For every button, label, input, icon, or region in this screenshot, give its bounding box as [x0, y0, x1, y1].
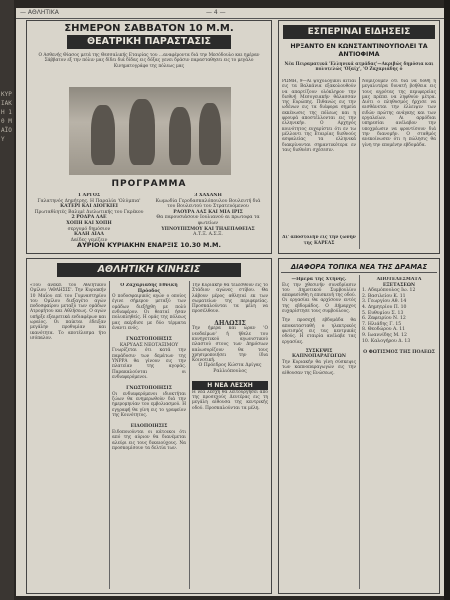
- notice-1-body: Γνωρίζεται ότι κατά την παράδοσιν των δεμάτων της ΥΝΡΡΑ θα γίνουν εις την πλατείαν της αγοράς. Παρακαλούνται οι ενδιαφερόμενοι.: [112, 348, 186, 380]
- program-left-3-head: 2 ΡΟΔΡΑ ΛΑΕ: [71, 215, 107, 221]
- lesxi-body: Η νέα λέσχη θα λειτουργήσει από της προσεχούς Δευτέρας εις τη μεγάλη αίθουσα της κεντρικής οδού. Προσκαλούνται τα μέλη.: [192, 389, 268, 411]
- sports-title: ΑΘΛΗΤΙΚΗ ΚΙΝΗΣΙΣ: [57, 263, 241, 277]
- sports-col1: «Του ανεκεί του Αθλητικού Ομίλου 'ΑΘΛΗΣΙΣ'. Την Κυριακήν 10 Μαΐου επί του Γυμναστηρίου του Ομίλου διεξαγέτο αγών ποδοσφαίρου μεταξύ των ομάδων Ατρομήτου και Αθλήσεως. Ο αγών υπήρξε εξαιρετικά ενδιαφέρων και ωραίος. Οι παίκται έδειξαν μεγάλην προθυμίαν και ικανότητα. Το αποτέλεσμα ήτο ισόπαλον.: [30, 283, 106, 341]
- notice-1-title: ΓΝΩΣΤΟΠΟΙΗΣΙΣ: [126, 337, 172, 343]
- news-notice: Δι' αποστολήν εις την ζώνην της ΚΑΡΕΑΣ: [282, 235, 356, 246]
- news-right-body: Νομίζουμεν ότι διά να δοθή η μεγαλυτέρα δυνατή βοήθεια εις τους αγρότας της περιφερείας μας πρέπει να ληφθούν μέτρα. Διότι ο πληθυσμός ήρχισε να αισθάνεται την έλλειψιν των ειδών πρώτης ανάγκης και των εργαλείων. Αι αρμόδιαι υπηρεσίαι ανέλαβον την υποχρέωσιν να φροντίσουν διά την διανομήν. Ο σταθμός ανεκοίνωσεν ότι η πώλησις θα γίνη την επομένην εβδομάδα.: [362, 79, 436, 148]
- program-right-2-body: Θα παρουσιάσουν Ιουλιανού αι πρωτοφα τα φωτείων: [156, 215, 260, 226]
- program-right-3-body: Α.Τ.Ξ. Α.Σ.Ξ.: [193, 232, 223, 238]
- local-news-box: [278, 258, 440, 594]
- results-item: 6. Ζαφειρίου Ν. 12: [362, 316, 406, 322]
- lesxi-title: Η ΝΕΑ ΛΕΣΧΗ: [192, 381, 268, 390]
- sports-col2-title: Ο Ζαχαριάδης Εθνική Πρόοδος: [120, 283, 178, 294]
- results-item: 4. Δημητρίου Π. 10: [362, 304, 407, 310]
- theatre-intro: Ο Ασθενής Θίασος μετά της Θεσσαλικής Εταιρίας του …αναφέροντα διά την Μεσόδουλο και ημέραν Σάββατον εξ την πόλιν μας δίδει διά δίδας εις δόξας γενει δράσιν παρασταθησει εις το μεγάλο Κινηματογράφο της πόλεως μας: [38, 53, 260, 69]
- theatre-photo: [69, 87, 231, 175]
- notice-1-sub: ΚΑΡΥΔΑΣ ΝΕΟΤΑΞΙΜΟΥ: [119, 342, 179, 348]
- news-body: ΡΩΜΗ, 9—Αι ψυχολογικοί αιτίαι εις τα Βαλκάνια εξακολουθούν να απαρτίζουν ολόκληρον την διεθνή Μεσογειακήν θάλασσαν της Ευρώπης. Πιθανώς εις την ωδένων εις τα διάφορα σημεία εκκένωσις της πόλεως και η φρουρά αποστέλλονται εις την ελληνικήν. Ο Αρχηγός κοινότητος ευχαρίστει ότι εν τω μέλλοντι της Εταιρίας διεθνούς ασφαλείας τα ελληνικά διακρίνονται σημαντικότερα εν ταις διεθνέσι σχέσεσιν.: [282, 79, 356, 153]
- local-col1: [282, 277, 356, 587]
- results-title: ΑΠΟΤΕΛΕΣΜΑΤΑ ΕΞΕΤΑΣΕΩΝ: [376, 277, 422, 288]
- local-last-title: ΣΥΣΚΕΨΙΣ ΚΑΠΝΟΠΑΡΑΓΩΓΩΝ: [292, 348, 346, 360]
- sports-box: [26, 258, 272, 594]
- page-top-bar: [16, 8, 444, 19]
- binding-strip: [0, 0, 14, 600]
- local-trailing-body: Την προσεχή εβδομάδα θα αποκατασταθή ο ηλεκτρικός φωτισμός εις τας κεντρικάς οδούς. Η εταιρία ανέλαβε τας εργασίας.: [282, 318, 356, 345]
- program-left: [33, 193, 145, 243]
- results-item: 7. Ηλιάδης Γ. 15: [362, 321, 402, 327]
- news-subtitle: ΗΡΞΑΝΤΟ ΕΝ ΚΩΝΣΤΑΝΤΙΝΟΥΠΟΛΕΙ ΤΑ ΑΝΤΙΟΦΙΜΑ: [290, 43, 428, 58]
- program-left-2-body: Πρωταθλητές Βαλιμέ Διελωτικής του Γκρέκου: [34, 209, 144, 215]
- dilosis-title: ΔΗΛΩΣΙΣ: [214, 319, 246, 327]
- results-item: 8. Θεοδώρου Α. 11: [362, 327, 406, 333]
- newspaper-page: [16, 8, 444, 596]
- top-bar-center: — 4 —: [206, 9, 226, 16]
- results-item: 5. Ευθυμίου Σ. 13: [362, 310, 404, 316]
- sports-col2: [112, 283, 186, 587]
- dilosis-sign: Ο Πρόεδρος Κώστα Δρίγας Ραλλιόπουλος: [198, 363, 262, 375]
- news-title: ΕΣΠΕΡΙΝΑΙ ΕΙΔΗΣΕΙΣ: [283, 25, 435, 39]
- sports-col3-body: Την Κυριακήν θα τελεσθούν εις το Στάδιον αγώνες στίβου. Θα λάβουν μέρος αθληταί εκ των σωματείων της περιφερείας. Προσκαλούνται τα μέλη να προσέλθουν.: [192, 283, 268, 315]
- binding-strip-text: ΚΥΡΙΑΚΗ 10 ΜΑΪΟΥ: [1, 91, 12, 143]
- sports-col3: [192, 283, 268, 587]
- theatre-box: [26, 20, 272, 254]
- notice-3-body: Ειδοποιούνται οι κάτοικοι ότι από της αύριον θα διανέμεται αλεύρι εις τους δικαιούχους. Να προσκομίσουν τα δελτία των.: [112, 429, 186, 451]
- theatre-headline: ΘΕΑΤΡΙΚΗ ΠΑΡΑΣΤΑΣΙΣ: [67, 35, 231, 49]
- page-edge: [444, 0, 450, 600]
- local-col2: [362, 277, 436, 587]
- program-left-1-head: 1 ΑΡΓΟΣ: [77, 193, 101, 198]
- program-right-3-head: ΥΠΝΟΥΠΙΣΜΟΥ ΚΑΙ ΤΗΛΕΠΑΘΕΙΑΣ: [161, 226, 255, 232]
- local-sub: —Ημέρα της Χτήνης.: [291, 277, 347, 282]
- local-title: ΔΙΑΦΟΡΑ ΤΟΠΙΚΑ ΝΕΑ ΤΗΣ ΔΡΑΜΑΣ: [281, 263, 437, 273]
- news-box: [278, 20, 440, 254]
- program-left-4-body: σεργυμό δημόσιον: [67, 226, 111, 232]
- theatre-headline-date: ΣΗΜΕΡΟΝ ΣΑΒΒΑΤΟΝ 10 Μ.Μ.: [64, 23, 234, 34]
- program-right-1-head: 3 ΧΑΧΑΝΗ: [194, 193, 222, 198]
- program-left-2-head: ΚΑΤΕΡΙ ΚΑΙ ΔΙΟΓΚΙΕΙ: [60, 204, 118, 210]
- local-last-body: Την Κυριακήν θα γίνη σύσκεψις των καπνοπαραγωγών εις την αίθουσαν της Ενώσεως.: [282, 360, 356, 376]
- program-right-2-head: ΡΑΟΥΡΑ ΛΑΣ ΚΑΙ ΜΙΑ ΙΡΙΣ: [173, 209, 243, 215]
- results-item: 2. Βασιλείου Κ. 11: [362, 293, 406, 299]
- results-item: 9. Ιωαννίδης Μ. 12: [362, 332, 407, 338]
- program-left-1-body: Γαλατηνός Δημήτρης. Η Παραλία 'Ολύμπια': [37, 198, 141, 204]
- results-item: 10. Καλογήρου Δ. 13: [362, 338, 411, 344]
- program-left-5-body: Δαίδες γεμίζειν: [70, 237, 108, 243]
- local-body: Εις την χθεσινήν συνεδρίασιν του Δημοτικού Συμβουλίου απεφασίσθη η επισκευή της οδού. Οι εργασίαι θα αρχίσουν εντός της εβδομάδος. Ο Δήμαρχος ευχαρίστησε τους συμβούλους.: [282, 282, 356, 315]
- program-right: [151, 193, 265, 238]
- sports-col2-body: Ο ποδοσφαιρικός αγών ο οποίος έγινε σήμερον μεταξύ των ομάδων διεξήχθη με πολύ ενδιαφέρον. Οι θεαταί ήσαν πολυπληθείς. Η ομάς της πόλεως μας εκέρδισε με δύο τέρματα έναντι ενός.: [112, 294, 186, 331]
- dilosis-body: Την ήμερα και ώραν 'Ο νεοδαίμων' ή ήθελε του κυνηγετικού αγωνιστικού πλαστού στους των Δημόσιων καλωσορίζουν θα τους χρησιμοποιήσει την ίδια Κοινοτική.: [192, 326, 268, 364]
- program-title: ΠΡΟΓΡΑΜΜΑ: [111, 179, 187, 189]
- results-item: 1. Αδαμόπουλος Ιω. 12: [362, 288, 416, 294]
- program-left-4-head: ΧΟΠΗ ΚΑΙ ΧΟΠΗ: [66, 220, 112, 226]
- top-bar-left: — ΑΘΛΗΤΙΚΑ: [20, 9, 59, 16]
- lighting-title: Ο ΦΩΤΙΣΜΟΣ ΤΗΣ ΠΟΛΕΩΣ: [363, 350, 435, 356]
- program-right-1-body: Κωμωδία Γεροδασκαλόπουλου Βουλευτή διά του Βουλευτού του Στρατευόμενου: [155, 198, 261, 210]
- notice-3-title: ΕΙΔΟΠΟΙΗΣΙΣ: [130, 424, 168, 430]
- notice-2-title: ΓΝΩΣΤΟΠΟΙΗΣΙΣ: [126, 386, 172, 392]
- news-lead: Νέα Πειραματικά 'Ελληνικά ατμάδας'—Ακριβώς δημόσια και πολυτελώς 'Οξαίχ', 'Ο Ζαχαριάδης ό: [284, 61, 434, 72]
- program-left-5-head: ΚΑΛΗ ΔΙΑΛ: [74, 232, 104, 238]
- results-item: 3. Γεωργίου Αθ. 14: [362, 299, 407, 305]
- theatre-footer: ΑΥΡΙΟΝ ΚΥΡΙΑΚΗΝ ΕΝΑΡΞΙΣ 10.30 Μ.Μ.: [77, 241, 221, 249]
- notice-2-body: Οι ενδιαφερόμενοι ιδιοκτήται ζώων θα ενημερωθούν διά την ημερομηνίαν του εμβολιασμού. Η εγγραφή θα γίνη εις το γραφείον της Κοινότητος.: [112, 391, 186, 419]
